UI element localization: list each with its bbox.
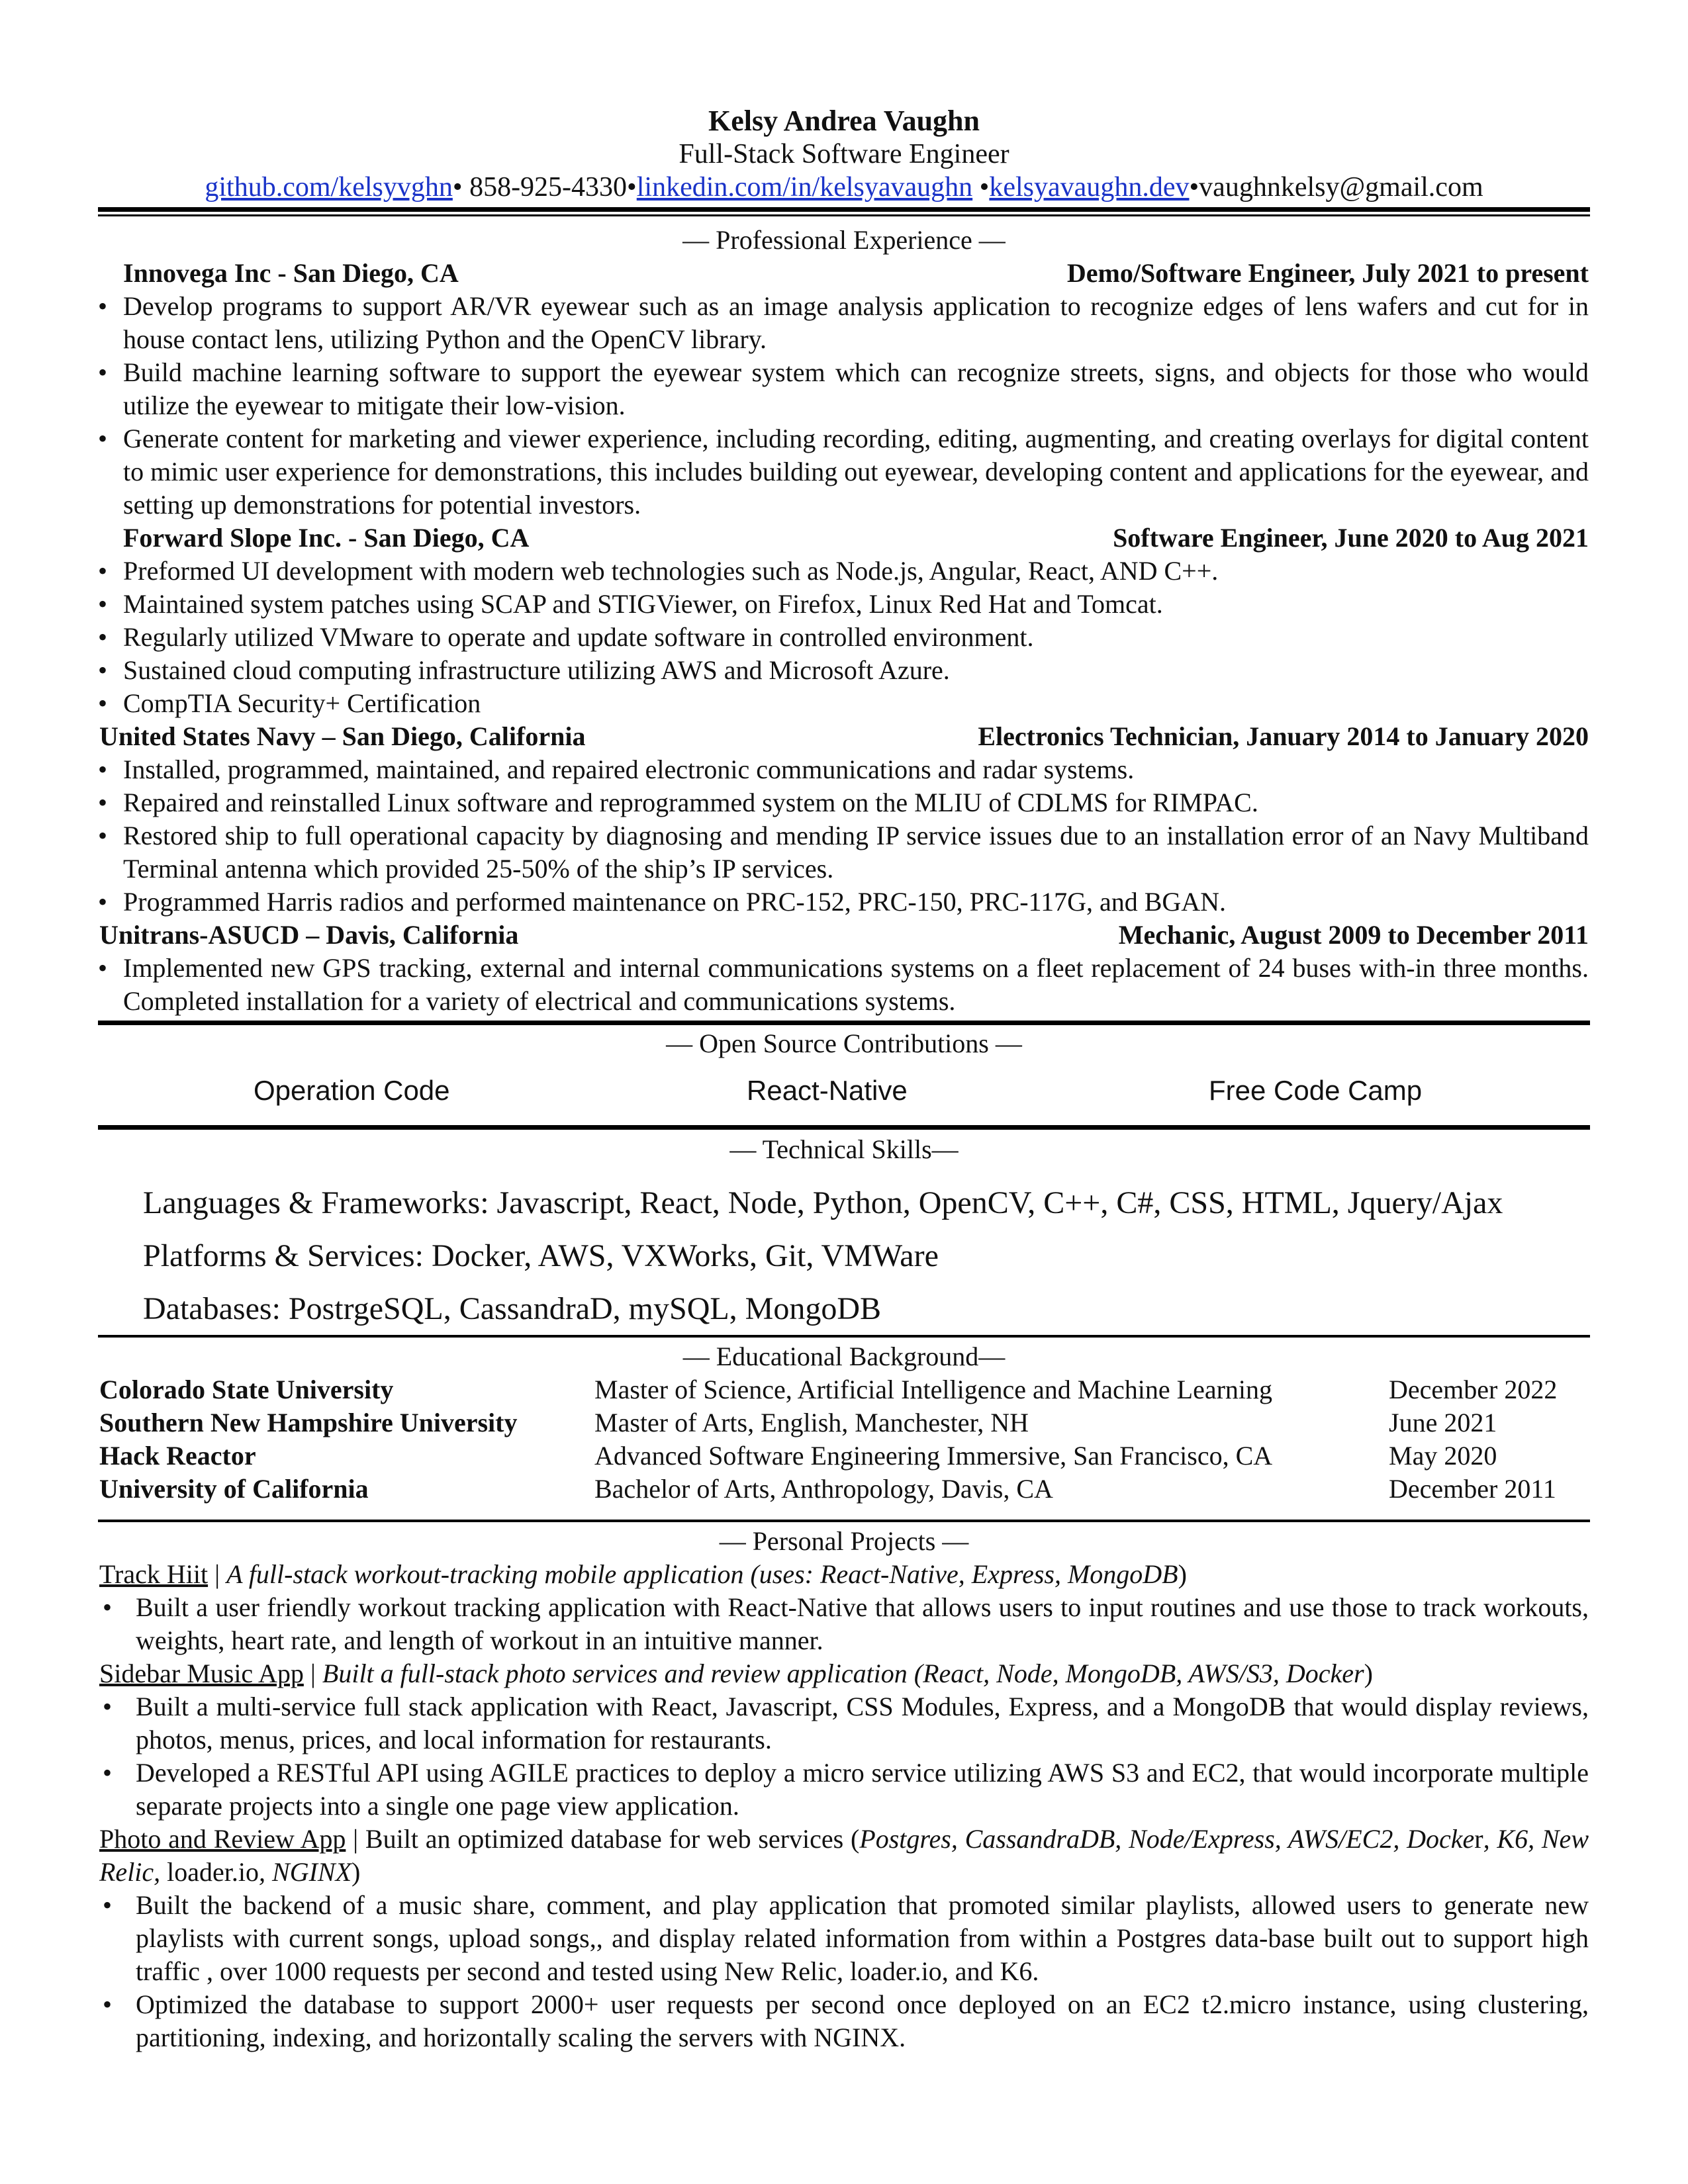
candidate-name: Kelsy Andrea Vaughn: [708, 105, 980, 137]
job-role: Software Engineer, June 2020 to Aug 2021: [1113, 523, 1589, 553]
open-source-item: Free Code Camp: [1209, 1075, 1423, 1106]
project-desc: A full-stack workout-tracking mobile application (uses: React-Native, Express, MongoDB: [226, 1559, 1178, 1589]
website-link[interactable]: kelsyavaughn.dev: [989, 172, 1190, 203]
separator: •: [972, 172, 990, 203]
project-title-line: Sidebar Music App | Built a full-stack photo services and review application (React, Node, MongoDB, AWS/S3, Docker): [99, 1659, 1373, 1688]
bullet-item: • Maintained system patches using SCAP and STIGViewer, on Firefox, Linux Red Hat and Tomcat.: [98, 589, 1163, 619]
bullet-item: • Repaired and reinstalled Linux software and reprogrammed system on the MLIU of CDLMS for RIMPAC.: [98, 788, 1258, 817]
bullet-item: • Implemented new GPS tracking, external and internal communications systems on a fleet replacement of 24 buses with-in three months. Completed installation for a variety of electrical and communications systems.: [98, 953, 1589, 1016]
edu-school: Hack Reactor: [99, 1441, 256, 1471]
bullet-item: • Optimized the database to support 2000+ user requests per second once deployed on an EC2 t2.micro instance, using clustering, partitioning, indexing, and horizontally scaling the servers with NGINX.: [103, 1989, 1589, 2052]
bullet-item: • Restored ship to full operational capacity by diagnosing and mending IP service issues due to an installation error of an Navy Multiband Terminal antenna which provided 25-50% of the ship’s IP services.: [98, 821, 1589, 884]
bullet-item: • Generate content for marketing and viewer experience, including recording, editing, augmenting, and creating overlays for digital content to mimic user experience for demonstrations, this includes building out eyewear, developing content and applications for the eyewear, and setting up demonstrations for potential investors.: [98, 424, 1589, 520]
email-text: •vaughnkelsy@gmail.com: [1189, 172, 1483, 203]
linkedin-link[interactable]: linkedin.com/in/kelsyavaughn: [636, 172, 973, 203]
open-source-item: React-Native: [747, 1075, 908, 1106]
section-heading-experience: — Professional Experience —: [682, 225, 1006, 255]
edu-date: December 2022: [1389, 1375, 1558, 1404]
project-desc: Built a full-stack photo services and review application (React, Node, MongoDB, AWS/S3, Docker: [322, 1659, 1364, 1688]
section-rule: [98, 1520, 1590, 1522]
section-heading-skills: — Technical Skills—: [729, 1134, 959, 1164]
skills-languages: Languages & Frameworks: Javascript, React, Node, Python, OpenCV, C++, C#, CSS, HTML, Jquery/Ajax: [143, 1185, 1503, 1220]
job-company: Innovega Inc - San Diego, CA: [123, 258, 459, 288]
edu-degree: Master of Arts, English, Manchester, NH: [594, 1408, 1029, 1437]
bullet-item: • Built a user friendly workout tracking application with React-Native that allows users to input routines and use those to track workouts, weights, heart rate, and length of workout in an intuitive manner.: [103, 1592, 1589, 1655]
edu-degree: Advanced Software Engineering Immersive, San Francisco, CA: [594, 1441, 1273, 1471]
header-rule-thin: [98, 214, 1590, 216]
edu-degree: Master of Science, Artificial Intelligence and Machine Learning: [594, 1375, 1273, 1404]
bullet-item: • Build machine learning software to support the eyewear system which can recognize streets, signs, and objects for those who would utilize the eyewear to mitigate their low-vision.: [98, 357, 1589, 420]
section-rule: [98, 1335, 1590, 1338]
bullet-item: • Programmed Harris radios and performed maintenance on PRC-152, PRC-150, PRC-117G, and BGAN.: [98, 887, 1227, 917]
skills-platforms: Platforms & Services: Docker, AWS, VXWorks, Git, VMWare: [143, 1238, 939, 1273]
edu-school: University of California: [99, 1474, 369, 1504]
bullet-item: • Built a multi-service full stack application with React, Javascript, CSS Modules, Express, and a MongoDB that would display reviews, photos, menus, prices, and local information for restaurants.: [103, 1692, 1589, 1754]
edu-date: June 2021: [1389, 1408, 1497, 1437]
candidate-title: Full-Stack Software Engineer: [679, 139, 1009, 169]
job-role: Electronics Technician, January 2014 to January 2020: [978, 721, 1589, 751]
edu-date: December 2011: [1389, 1474, 1556, 1504]
open-source-item: Operation Code: [254, 1075, 450, 1106]
github-link[interactable]: github.com/kelsyvghn: [205, 172, 453, 203]
job-company: Forward Slope Inc. - San Diego, CA: [123, 523, 530, 553]
project-name: Photo and Review App: [99, 1824, 346, 1854]
header-rule-thick: [98, 207, 1590, 212]
bullet-item: • Installed, programmed, maintained, and repaired electronic communications and radar systems.: [98, 754, 1135, 784]
job-role: Mechanic, August 2009 to December 2011: [1118, 920, 1589, 950]
edu-school: Southern New Hampshire University: [99, 1408, 518, 1437]
phone-text: • 858-925-4330•: [452, 172, 637, 203]
bullet-item: • CompTIA Security+ Certification: [98, 688, 481, 718]
edu-degree: Bachelor of Arts, Anthropology, Davis, CA: [594, 1474, 1053, 1504]
edu-school: Colorado State University: [99, 1375, 394, 1404]
bullet-item: • Sustained cloud computing infrastructure utilizing AWS and Microsoft Azure.: [98, 655, 950, 685]
project-title-line: Photo and Review App | Built an optimized database for web services (Postgres, CassandraDB, Node/Express, AWS/EC2, Docker, K6, New Relic, loader.io, NGINX): [99, 1824, 1589, 1887]
edu-date: May 2020: [1389, 1441, 1497, 1471]
section-rule: [98, 1125, 1590, 1130]
section-heading-projects: — Personal Projects —: [719, 1526, 969, 1556]
job-company: United States Navy – San Diego, California: [99, 721, 586, 751]
project-name: Sidebar Music App: [99, 1659, 304, 1688]
section-rule: [98, 1021, 1590, 1025]
project-title-line: Track Hiit | A full-stack workout-tracking mobile application (uses: React-Native, Express, MongoDB): [99, 1559, 1187, 1589]
project-name: Track Hiit: [99, 1559, 209, 1589]
skills-databases: Databases: PostrgeSQL, CassandraD, mySQL, MongoDB: [143, 1291, 882, 1326]
contact-line: [99, 171, 1589, 204]
job-company: Unitrans-ASUCD – Davis, California: [99, 920, 519, 950]
bullet-item: • Developed a RESTful API using AGILE practices to deploy a micro service utilizing AWS S3 and EC2, that would incorporate multiple separate projects into a single one page view application.: [103, 1758, 1589, 1821]
bullet-item: • Develop programs to support AR/VR eyewear such as an image analysis application to recognize edges of lens wafers and cut for in house contact lens, utilizing Python and the OpenCV library.: [98, 291, 1589, 354]
section-heading-open-source: — Open Source Contributions —: [666, 1028, 1022, 1058]
bullet-item: • Built the backend of a music share, comment, and play application that promoted similar playlists, allowed users to generate new playlists with current songs, upload songs,, and display related information from within a Postgres data-base built out to support high traffic , over 1000 requests per second and tested using New Relic, loader.io, and K6.: [103, 1890, 1589, 1986]
section-heading-education: — Educational Background—: [682, 1342, 1006, 1371]
bullet-item: • Preformed UI development with modern web technologies such as Node.js, Angular, React, AND C++.: [98, 556, 1219, 586]
bullet-item: • Regularly utilized VMware to operate and update software in controlled environment.: [98, 622, 1034, 652]
job-role: Demo/Software Engineer, July 2021 to present: [1066, 258, 1589, 288]
